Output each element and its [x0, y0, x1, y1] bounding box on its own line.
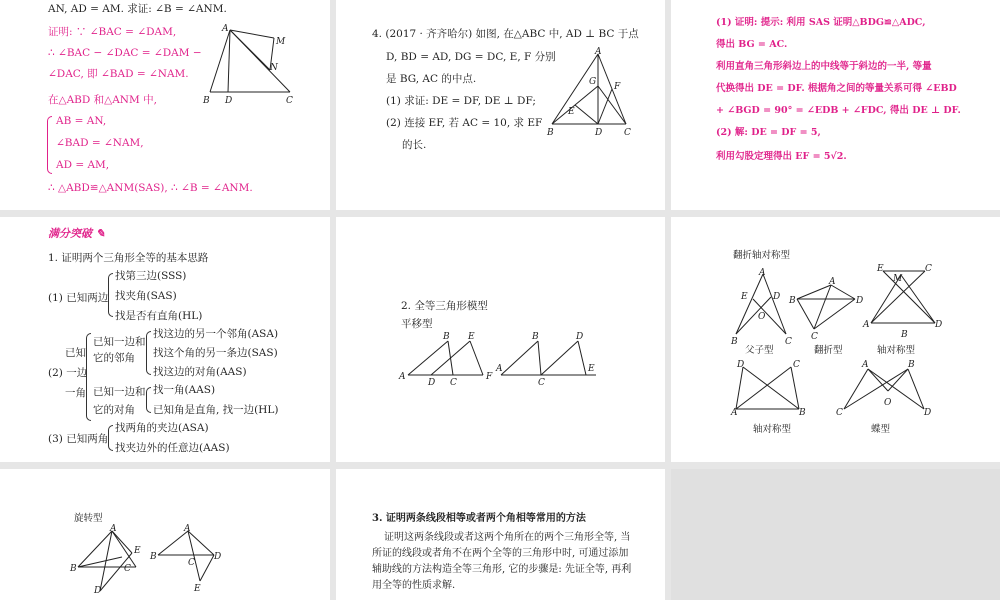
label-A: A	[595, 47, 602, 57]
svg-text:E: E	[134, 546, 141, 556]
slide-proof-methods	[336, 469, 665, 600]
svg-text:C: C	[811, 332, 818, 342]
svg-text:D: D	[856, 296, 864, 306]
solution-line: (1) 证明: 提示: 利用 SAS 证明△BDG≌△ADC,	[716, 17, 926, 28]
case-item: 找这边的对角(AAS)	[153, 366, 247, 378]
svg-text:A: A	[110, 524, 117, 534]
proof-step: 证明: ∵ ∠BAC = ∠DAM,	[48, 26, 177, 38]
svg-text:C: C	[836, 408, 843, 418]
svg-text:B: B	[789, 296, 796, 306]
label-C: C	[450, 378, 457, 388]
axial-symmetry-figure-1	[863, 263, 943, 343]
problem-text: D, BD = AD, DG = DC, E, F 分别	[386, 51, 556, 63]
label-C: C	[286, 96, 293, 106]
brace	[108, 425, 113, 451]
svg-text:D: D	[94, 586, 102, 596]
sub-label: 已知一边和	[93, 336, 146, 348]
proof-step: ∠DAC, 即 ∠BAD = ∠NAM.	[48, 68, 189, 80]
model-caption: 翻折型	[814, 345, 843, 356]
case-item: 找第三边(SSS)	[115, 270, 187, 282]
svg-text:B: B	[908, 360, 915, 370]
label-B: B	[203, 96, 210, 106]
solution-line: 利用直角三角形斜边上的中线等于斜边的一半, 等量	[716, 61, 932, 72]
case-item: 找夹边外的任意边(AAS)	[115, 442, 230, 454]
sub-label: 它的对角	[93, 404, 135, 416]
section-title: 1. 证明两个三角形全等的基本思路	[48, 252, 209, 264]
case-item: 已知角是直角, 找一边(HL)	[153, 404, 279, 416]
fold-figure	[789, 277, 864, 342]
label-A: A	[399, 372, 406, 382]
case-label: (2) 一边	[48, 367, 88, 379]
solution-line: + ∠BGD = 90° = ∠EDB + ∠FDC, 得出 DE ⊥ DF.	[716, 105, 961, 116]
proof-case: ∠BAD = ∠NAM,	[56, 137, 144, 149]
brace	[146, 387, 151, 413]
label-A: A	[496, 364, 503, 374]
case-item: 找两角的夹边(ASA)	[115, 422, 209, 434]
section-title: 2. 全等三角形模型	[401, 300, 488, 312]
label-B: B	[547, 128, 554, 138]
model-caption: 父子型	[745, 345, 774, 356]
section-header	[48, 227, 105, 241]
label-D: D	[576, 332, 584, 342]
svg-text:O: O	[758, 312, 766, 322]
proof-case: AD = AM,	[56, 159, 110, 171]
svg-text:D: D	[924, 408, 932, 418]
case-label: (3) 已知两角	[48, 433, 109, 445]
svg-text:A: A	[731, 408, 738, 418]
slide-models-translation	[336, 217, 665, 462]
triangle-figure-1	[200, 20, 300, 110]
method-body: 证明这两条线段或者这两个角所在的两个三角形全等, 当所证的线段或者角不在两个全等的三角形中时, 可通过添加辅助线的方法构造全等三角形, 它的步骤是: 先证全等, 再利用全等的性质求解.	[372, 532, 632, 591]
svg-text:C: C	[793, 360, 800, 370]
butterfly-figure	[836, 359, 936, 417]
case-item: 找夹角(SAS)	[115, 290, 177, 302]
case-brace	[47, 116, 52, 174]
svg-text:B: B	[70, 564, 77, 574]
problem-text: 4. (2017 · 齐齐哈尔) 如图, 在△ABC 中, AD ⊥ BC 于点	[372, 28, 639, 40]
model-caption: 蝶型	[871, 424, 891, 435]
triangle-figure-2	[544, 46, 639, 138]
slide-models-rotation	[0, 469, 330, 600]
label-G: G	[589, 77, 597, 87]
proof-conclusion: ∴ △ABD≌△ANM(SAS), ∴ ∠B = ∠ANM.	[48, 182, 253, 194]
svg-text:M: M	[893, 274, 903, 284]
label-M: M	[276, 37, 286, 47]
label-F: F	[614, 82, 621, 92]
axial-symmetry-figure-2	[731, 359, 811, 417]
svg-text:D: D	[773, 292, 781, 302]
svg-text:E: E	[741, 292, 748, 302]
svg-text:O: O	[884, 398, 892, 408]
section-title: 旋转型	[74, 513, 103, 524]
slide-empty	[671, 469, 1000, 600]
label-E: E	[588, 364, 595, 374]
svg-text:E: E	[194, 584, 201, 594]
proof-step: ∴ ∠BAC − ∠DAC = ∠DAM −	[48, 47, 202, 59]
brace	[86, 333, 91, 421]
svg-text:C: C	[785, 337, 792, 347]
model-subtitle: 平移型	[401, 318, 433, 330]
svg-text:B: B	[799, 408, 806, 418]
svg-text:A: A	[863, 320, 870, 330]
case-item: 找是否有直角(HL)	[115, 310, 203, 322]
svg-text:B: B	[731, 337, 738, 347]
slide-models-reflection	[671, 217, 1000, 462]
case-label: 一角	[65, 387, 86, 399]
svg-text:B: B	[150, 552, 157, 562]
svg-text:D: D	[214, 552, 222, 562]
translation-figure-1	[398, 327, 498, 387]
case-label: 已知	[65, 347, 86, 359]
label-E: E	[568, 107, 575, 117]
slide-problem-4	[336, 0, 665, 210]
svg-text:A: A	[829, 277, 836, 287]
solution-line: (2) 解: DE = DF = 5,	[716, 127, 821, 138]
translation-figure-2	[496, 327, 606, 387]
svg-text:A: A	[862, 360, 869, 370]
label-A: A	[222, 24, 229, 34]
rotation-figure-2	[150, 525, 230, 595]
question-1: (1) 求证: DE = DF, DE ⊥ DF;	[386, 95, 536, 107]
label-B: B	[443, 332, 450, 342]
label-D: D	[595, 128, 603, 138]
problem-text: 是 BG, AC 的中点.	[386, 73, 477, 85]
svg-text:A: A	[184, 524, 191, 534]
brace	[108, 273, 113, 317]
case-item: 找这边的另一个邻角(ASA)	[153, 328, 279, 340]
question-2: (2) 连接 EF, 若 AC = 10, 求 EF	[386, 117, 543, 129]
case-item: 找一角(AAS)	[153, 384, 216, 396]
solution-line: 得出 BG = AC.	[716, 39, 788, 50]
slide-congruence-ideas	[0, 217, 330, 462]
case-label: (1) 已知两边	[48, 292, 109, 304]
svg-text:E: E	[877, 264, 884, 274]
svg-text:C: C	[124, 564, 131, 574]
label-C: C	[538, 378, 545, 388]
section-title: 3. 证明两条线段相等或者两个角相等常用的方法	[372, 513, 586, 524]
label-D: D	[225, 96, 233, 106]
slide-proof-1	[0, 0, 330, 210]
header-text: 满分突破	[48, 227, 92, 240]
label-C: C	[624, 128, 631, 138]
svg-text:C: C	[188, 558, 195, 568]
model-caption: 轴对称型	[753, 424, 792, 435]
question-2: 的长.	[402, 139, 427, 151]
problem-tail: AN, AD = AM. 求证: ∠B = ∠ANM.	[48, 3, 227, 15]
section-title: 翻折轴对称型	[733, 250, 791, 261]
solution-line: 代换得出 DE = DF. 根据角之间的等量关系可得 ∠EBD	[716, 83, 957, 94]
proof-case: AB = AN,	[56, 115, 107, 127]
svg-text:B: B	[901, 330, 908, 340]
pencil-icon: ✎	[95, 227, 106, 240]
rotation-figure-1	[68, 521, 148, 600]
label-E: E	[468, 332, 475, 342]
sub-label: 它的邻角	[93, 352, 135, 364]
proof-step: 在△ABD 和△ANM 中,	[48, 94, 157, 106]
svg-text:C: C	[925, 264, 932, 274]
brace	[146, 331, 151, 375]
father-son-figure	[731, 269, 793, 345]
label-F: F	[486, 372, 493, 382]
label-B: B	[532, 332, 539, 342]
model-caption: 轴对称型	[877, 345, 916, 356]
sub-label: 已知一边和	[93, 386, 146, 398]
slide-solution	[671, 0, 1000, 210]
label-N: N	[270, 63, 278, 73]
svg-text:A: A	[759, 268, 766, 278]
svg-text:D: D	[935, 320, 943, 330]
case-item: 找这个角的另一条边(SAS)	[153, 347, 278, 359]
solution-line: 利用勾股定理得出 EF = 5√2.	[716, 151, 847, 162]
svg-text:D: D	[737, 360, 745, 370]
label-D: D	[428, 378, 436, 388]
